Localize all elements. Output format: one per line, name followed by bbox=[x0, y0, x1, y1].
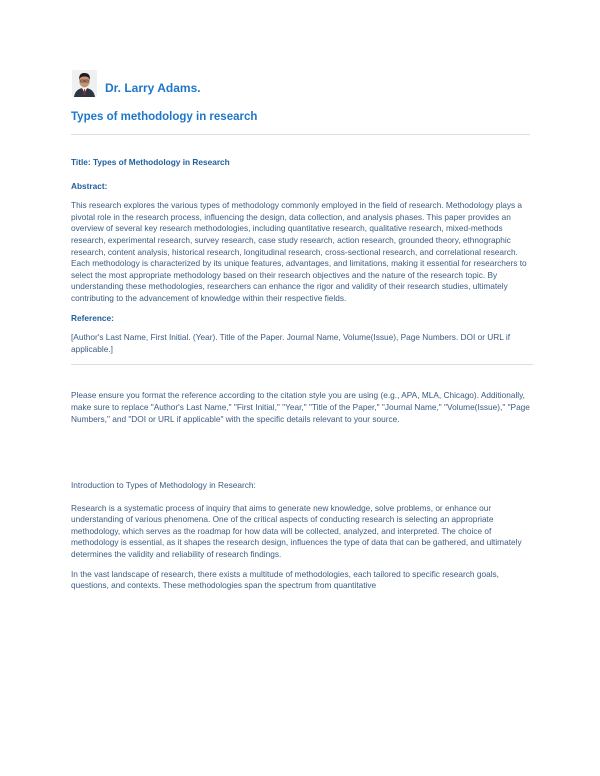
document-title: Types of methodology in research bbox=[71, 111, 258, 123]
author-photo bbox=[72, 70, 97, 97]
author-row bbox=[72, 70, 201, 97]
abstract-text: This research explores the various types of methodology commonly employed in the field of research. Methodology plays a pivotal role in the research process, influencing the design, data collection, and analysis phases. This paper provides an overview of several key research methodologies, including quantitative research, qualitative research, mixed-methods research, experimental research, survey research, case study research, action research, grounded theory, ethnographic research, content analysis, historical research, longitudinal research, cross-sectional research, and correlational research. Each methodology is characterized by its unique features, advantages, and limitations, making it essential for researchers to select the most appropriate methodology based on their research objectives and the nature of the research topic. By understanding these methodologies, researchers can enhance the rigor and validity of their research studies, ultimately contributing to the advancement of knowledge within their respective fields. bbox=[71, 200, 527, 303]
abstract-heading: Abstract: bbox=[71, 180, 108, 191]
paper-title: Title: Types of Methodology in Research bbox=[71, 157, 230, 167]
header-divider bbox=[71, 134, 530, 135]
author-name: Dr. Larry Adams. bbox=[105, 80, 201, 95]
intro-paragraph: In the vast landscape of research, there exists a multitude of methodologies, each tailored to specific research goals, questions, and contexts. These methodologies span the spectrum from quantitative bbox=[71, 568, 499, 591]
intro-heading: Introduction to Types of Methodology in Research: bbox=[71, 480, 256, 491]
section-divider bbox=[71, 364, 533, 365]
intro-paragraph: Research is a systematic process of inquiry that aims to generate new knowledge, solve problems, or enhance our understanding of various phenomena. One of the critical aspects of conducting research is selecting an appropriate methodology, which serves as the roadmap for how data will be collected, analyzed, and interpreted. The choice of methodology is essential, as it shapes the research design, influences the type of data that can be gathered, and ultimately determines the validity and reliability of research findings. bbox=[71, 502, 522, 560]
document-body bbox=[71, 157, 533, 600]
citation-note: Please ensure you format the reference according to the citation style you are using (e.g., APA, MLA, Chicago). Additionally, make sure to replace "Author's Last Name," "First Initial," "Year," "Title of the Paper," "Journal Name," "Volume(Issue)," "Page Numbers," and "DOI or URL if applicable" with the specific details relevant to your source. bbox=[71, 390, 530, 424]
reference-heading: Reference: bbox=[71, 312, 114, 323]
reference-text: [Author's Last Name, First Initial. (Year). Title of the Paper. Journal Name, Volume(Issue), Page Numbers. DOI or URL if applicable.] bbox=[71, 332, 511, 354]
avatar bbox=[72, 70, 97, 97]
